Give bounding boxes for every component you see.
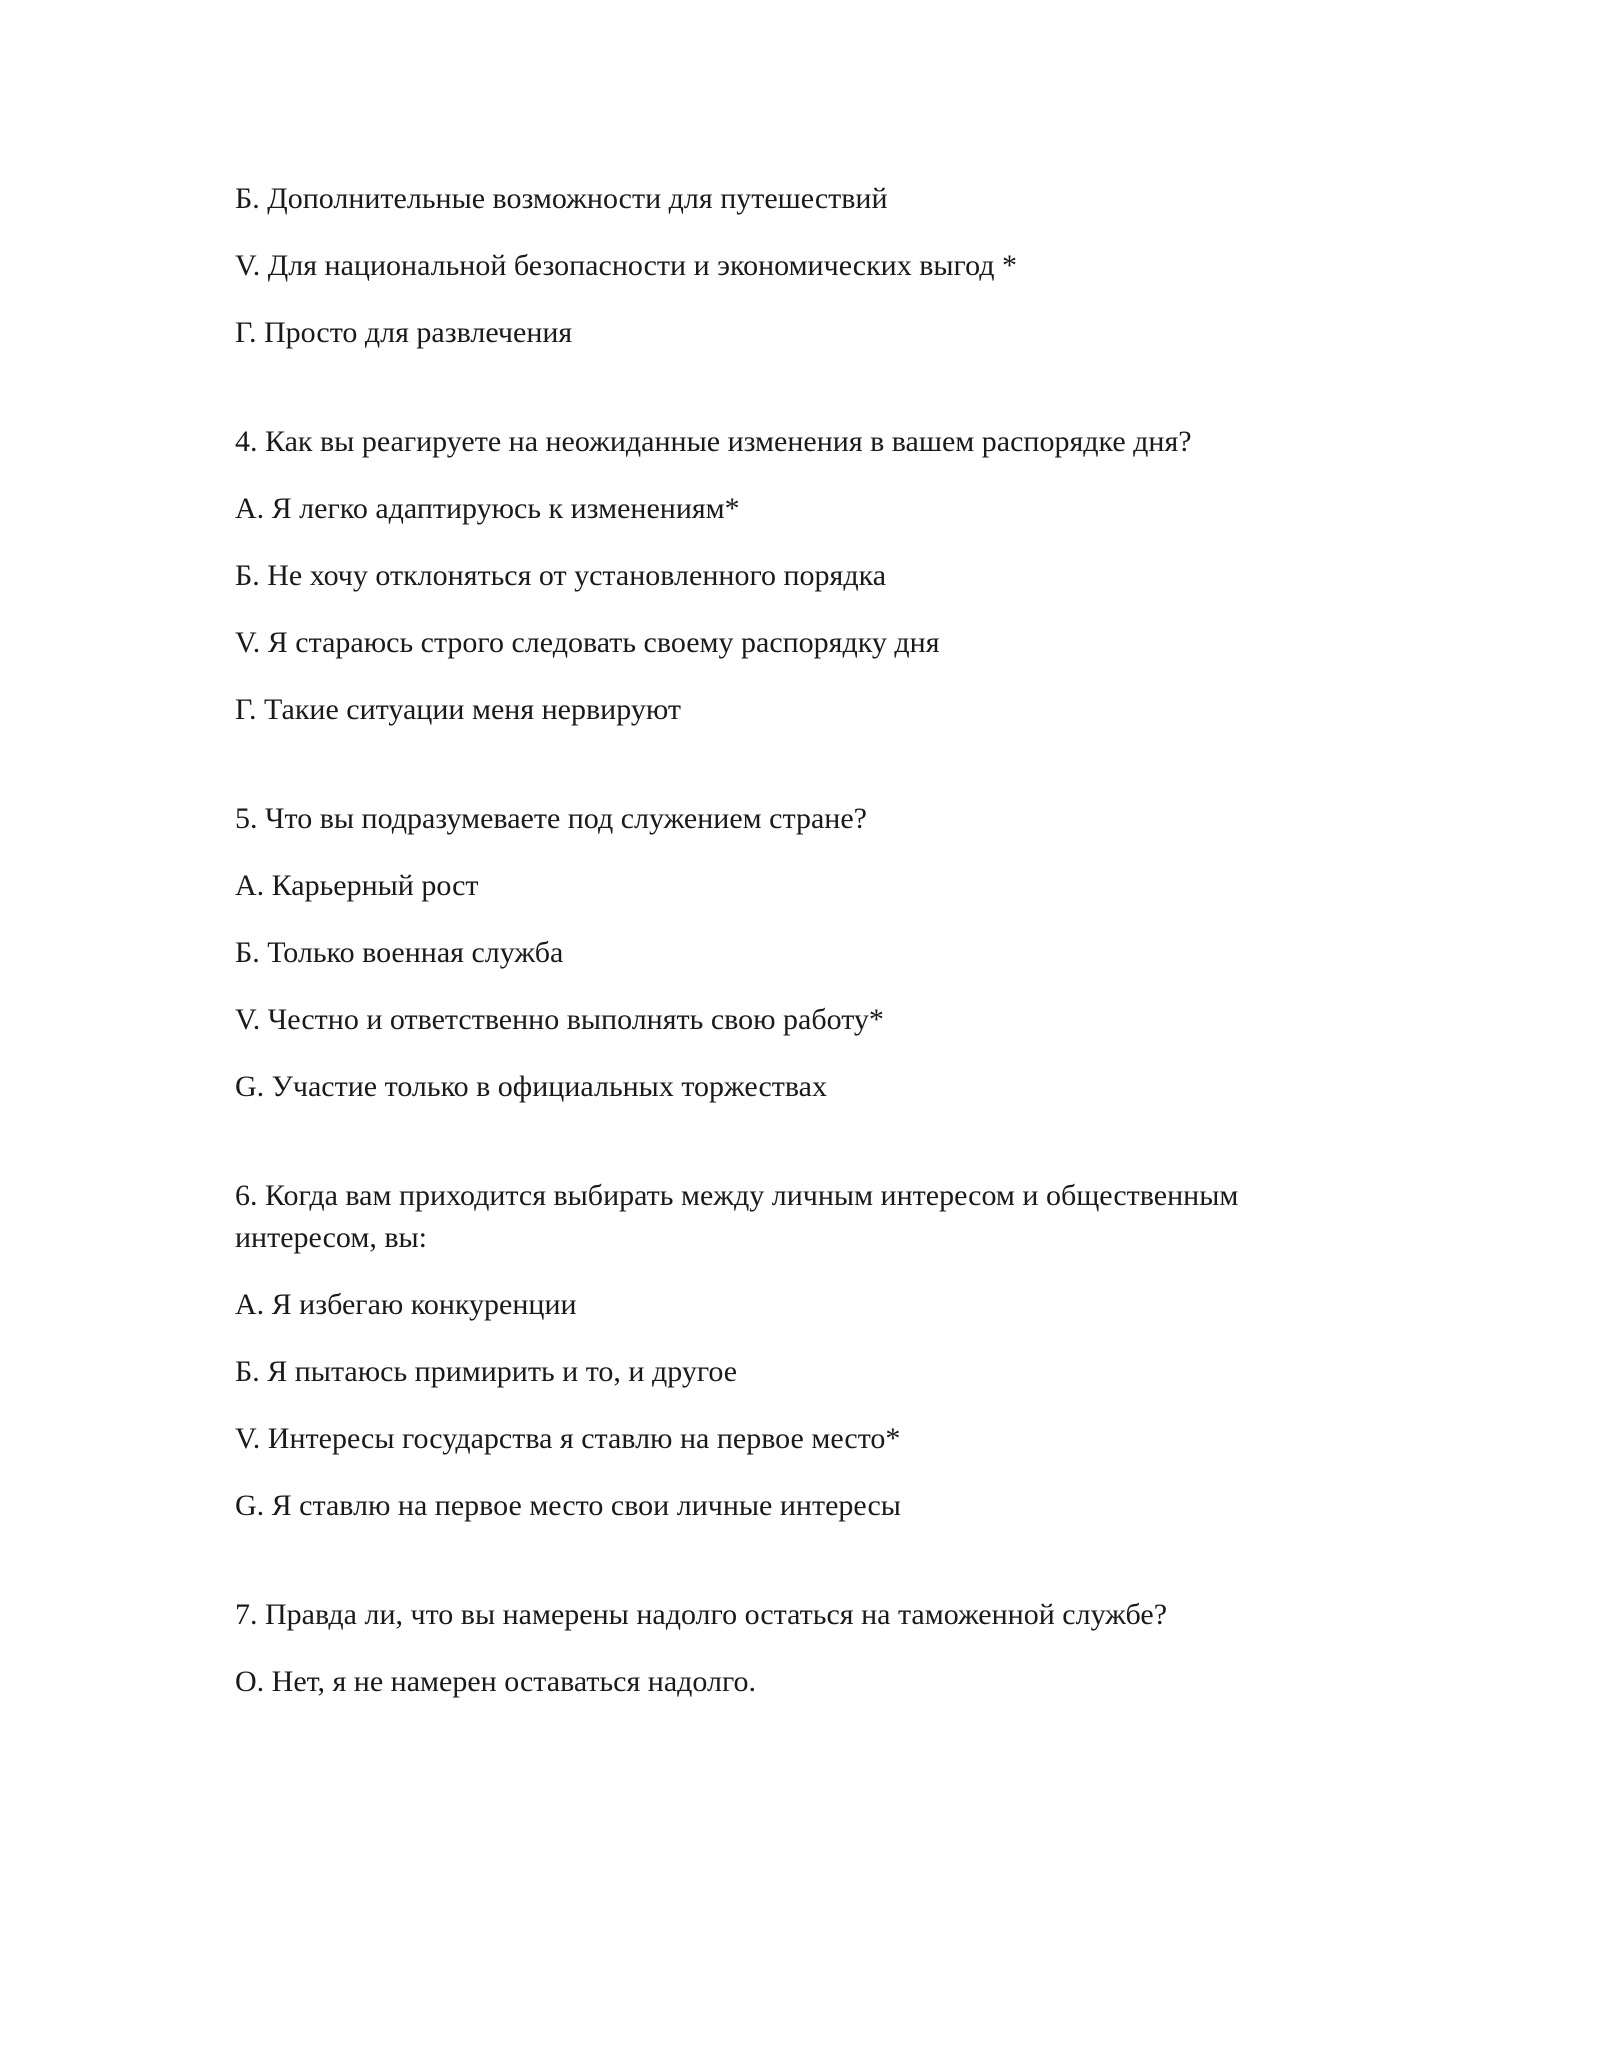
question-text: 5. Что вы подразумеваете под служением стране?: [235, 802, 867, 835]
option-line: V. Для национальной безопасности и экономических выгод *: [235, 249, 1017, 282]
question-block-5: [235, 798, 1365, 1108]
option-line: А. Я легко адаптируюсь к изменениям*: [235, 492, 740, 525]
question-text: 6. Когда вам приходится выбирать между личным интересом и общественным интересом, вы:: [235, 1179, 1239, 1254]
option-line: A. Карьерный рост: [235, 869, 479, 902]
option-line: Б. Не хочу отклоняться от установленного порядка: [235, 559, 887, 592]
document-content: [235, 178, 1365, 1728]
option-line: G. Я ставлю на первое место свои личные интересы: [235, 1489, 901, 1522]
option-line: V. Интересы государства я ставлю на первое место*: [235, 1422, 901, 1455]
question-text: 4. Как вы реагируете на неожиданные изменения в вашем распорядке дня?: [235, 425, 1192, 458]
option-line: A. Я избегаю конкуренции: [235, 1288, 577, 1321]
option-line: О. Нет, я не намерен оставаться надолго.: [235, 1665, 757, 1698]
question-block-6: [235, 1175, 1365, 1527]
question-block-4: [235, 421, 1365, 731]
option-line: Г. Просто для развлечения: [235, 316, 573, 349]
question-block-7: [235, 1594, 1365, 1703]
option-line: Б. Дополнительные возможности для путешествий: [235, 182, 888, 215]
question-block-3-continued: [235, 178, 1365, 354]
option-line: Б. Только военная служба: [235, 936, 564, 969]
option-line: V. Я стараюсь строго следовать своему распорядку дня: [235, 626, 940, 659]
option-line: Г. Такие ситуации меня нервируют: [235, 693, 681, 726]
question-text: 7. Правда ли, что вы намерены надолго остаться на таможенной службе?: [235, 1598, 1168, 1631]
option-line: V. Честно и ответственно выполнять свою работу*: [235, 1003, 884, 1036]
option-line: Б. Я пытаюсь примирить и то, и другое: [235, 1355, 738, 1388]
option-line: G. Участие только в официальных торжествах: [235, 1070, 827, 1103]
